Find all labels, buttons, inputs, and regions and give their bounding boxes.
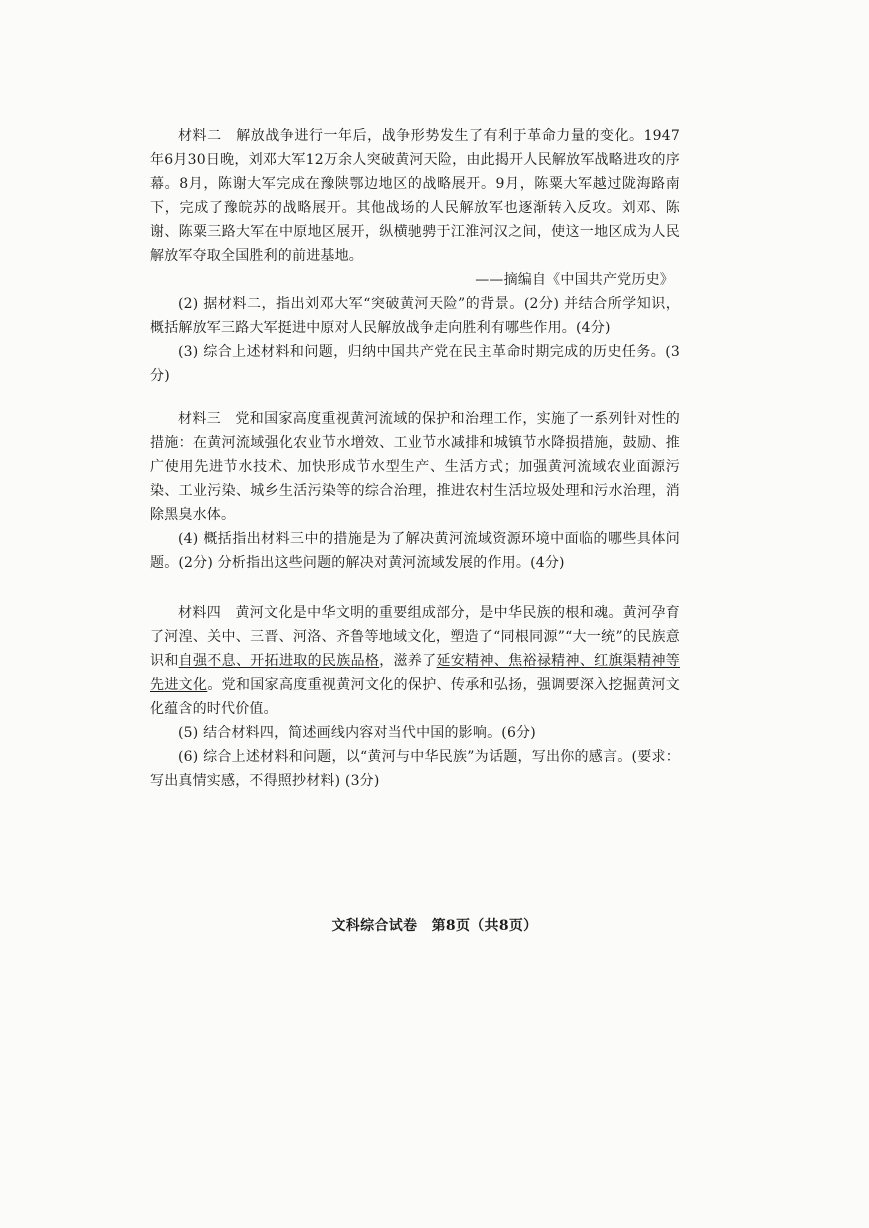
question-5: (5) 结合材料四，简述画线内容对当代中国的影响。(6分)	[178, 725, 536, 741]
material-2-text: 解放战争进行一年后，战争形势发生了有利于革命力量的变化。1947年6月30日晚，刘邓大军12万余人突破黄河天险，由此揭开人民解放军战略进攻的序幕。8月，陈谢大军完成在豫陕鄂边地区的战略展开。9月，陈粟大军越过陇海路南下，完成了豫皖苏的战略展开。其他战场的人民解放军也逐渐转入反攻。刘邓、陈谢、陈粟三路大军在中原地区展开，纵横驰骋于江淮河汉之间，使这一地区成为人民解放军夺取全国胜利的前进基地。	[150, 128, 681, 264]
material-3-paragraph	[150, 407, 680, 527]
material-2-source: ——摘编自《中国共产党历史》	[475, 272, 674, 288]
question-2: (2) 据材料二，指出刘邓大军“突破黄河天险”的背景。(2分) 并结合所学知识，概括解放军三路大军挺进中原对人民解放战争走向胜利有哪些作用。(4分)	[150, 296, 681, 336]
material-3-label: 材料三	[178, 411, 222, 427]
material-3-text: 党和国家高度重视黄河流域的保护和治理工作，实施了一系列针对性的措施：在黄河流域强化农业节水增效、工业节水减排和城镇节水降损措施，鼓励、推广使用先进节水技术、加快形成节水型生产、生活方式；加强黄河流域农业面源污染、工业污染、城乡生活污染等的综合治理，推进农村生活垃圾处理和污水治理，消除黑臭水体。	[150, 411, 681, 523]
question-3: (3) 综合上述材料和问题，归纳中国共产党在民主革命时期完成的历史任务。(3分)	[150, 344, 680, 384]
material-4-underline-b: 延安精神、焦裕禄精神、红旗渠精神等先进文化	[150, 653, 680, 693]
material-4-text-a: 黄河文化是中华文明的重要组成部分，是中华民族的根和魂。黄河孕育了河湟、关中、三晋、河洛、齐鲁等地域文化，塑造了“同根同源”“大一统”的民族意识和	[150, 605, 681, 669]
material-4-text-c: 。党和国家高度重视黄河文化的保护、传承和弘扬，强调要深入挖掘黄河文化蕴含的时代价值。	[150, 677, 680, 717]
material-2-label: 材料二	[178, 128, 222, 144]
section-gap	[150, 575, 680, 601]
material-4-label: 材料四	[178, 605, 222, 621]
material-4-paragraph	[150, 601, 680, 721]
exam-content	[150, 124, 680, 793]
question-4: (4) 概括指出材料三中的措施是为了解决黄河流域资源环境中面临的哪些具体问题。(2分) 分析指出这些问题的解决对黄河流域发展的作用。(4分)	[150, 531, 680, 571]
page-footer: 文科综合试卷 第8页（共8页）	[331, 918, 538, 934]
material-2-paragraph	[150, 124, 680, 268]
section-gap	[150, 388, 680, 407]
material-4-underline-a: 自强不息、开拓进取的民族品格	[178, 653, 380, 669]
question-6: (6) 综合上述材料和问题，以“黄河与中华民族”为话题，写出你的感言。(要求：写出真情实感，不得照抄材料) (3分)	[150, 749, 680, 789]
material-4-text-b: ，滋养了	[379, 653, 437, 669]
